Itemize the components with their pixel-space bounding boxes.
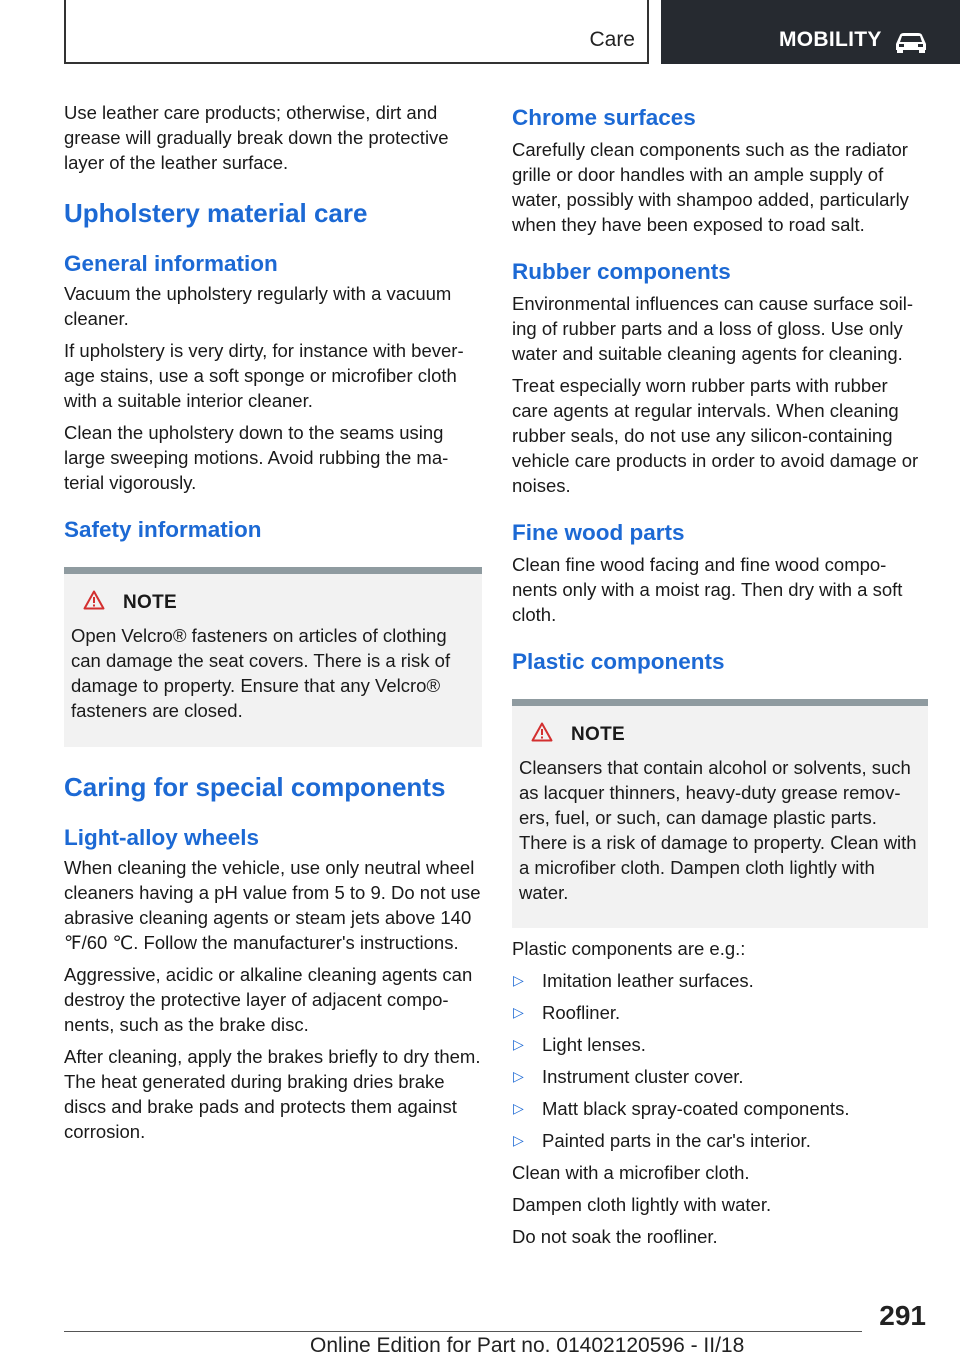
special-components-heading: Caring for special components [64,772,446,802]
rubber-p1: Environmental influences can cause surface soil- ing of rubber parts and a loss of gloss. Use only water and suitable cleaning agents for cleaning. [512,293,914,364]
plastic-after-p3: Do not soak the roofliner. [512,1226,718,1247]
list-item: ▷ Instrument cluster cover. [513,1066,744,1087]
intro-paragraph: Use leather care products; otherwise, dirt and grease will gradually break down the protective layer of the leather surface. [64,102,449,173]
plastic-after-p1: Clean with a microfiber cloth. [512,1162,750,1183]
note-header [519,722,920,747]
rubber-p2: Treat especially worn rubber parts with rubber care agents at regular intervals. When cleaning rubber seals, do not use any silicon-containing vehicle care products in order to avoid damage or noises. [512,375,919,496]
plastic-components-list [512,968,928,1153]
general-info-p1: Vacuum the upholstery regularly with a vacuum cleaner. [64,283,452,329]
list-item: ▷ Painted parts in the car's interior. [513,1130,811,1151]
triangle-bullet-icon: ▷ [513,1036,524,1052]
note-title: NOTE [571,723,625,745]
triangle-bullet-icon: ▷ [513,1004,524,1020]
left-column [64,100,482,1151]
list-item: ▷ Light lenses. [513,1034,646,1055]
general-info-p3: Clean the upholstery down to the seams using large sweeping motions. Avoid rubbing the ma- terial vigorously. [64,422,449,493]
page-number: 291 [879,1300,926,1331]
plastic-list-intro: Plastic components are e.g.: [512,938,746,959]
list-item: ▷ Imitation leather surfaces. [513,970,754,991]
wheels-heading: Light-alloy wheels [64,825,260,850]
plastic-heading: Plastic components [512,649,725,674]
chrome-p1: Carefully clean components such as the radiator grille or door handles with an ample supply of water, possibly with shampoo added, particularly when they have been exposed to road salt. [512,139,909,235]
note-box-velcro [64,567,482,747]
plastic-after-p2: Dampen cloth lightly with water. [512,1194,772,1215]
rubber-heading: Rubber components [512,259,731,284]
note-text: Open Velcro® fasteners on articles of clothing can damage the seat covers. There is a risk of damage to property. Ensure that any Velcro® fasteners are closed. [71,625,451,721]
wheels-p1: When cleaning the vehicle, use only neutral wheel cleaners having a pH value from 5 to 9. Do not use abrasive cleaning agents or steam jets above 140 ℉/60 ℃. Follow the manufacturer's instructions. [64,857,481,953]
triangle-bullet-icon: ▷ [513,1068,524,1084]
triangle-bullet-icon: ▷ [513,1100,524,1116]
triangle-bullet-icon: ▷ [513,972,524,988]
wheels-p2: Aggressive, acidic or alkaline cleaning agents can destroy the protective layer of adjacent compo- nents, such as the brake disc. [64,964,473,1035]
list-item: ▷ Roofliner. [513,1002,621,1023]
note-header [71,590,474,615]
safety-info-heading: Safety information [64,517,262,542]
car-icon [893,30,929,59]
header-chapter-title: MOBILITY [779,28,882,51]
note-text: Cleansers that contain alcohol or solvents, such as lacquer thinners, heavy-duty grease remov- ers, fuel, or such, can damage plastic parts. There is a risk of damage to property. Clean with a microfiber cloth. Dampen cloth lightly with water. [519,757,917,903]
note-box-plastic [512,699,928,928]
warning-icon [83,590,123,615]
footer-divider [64,1331,862,1332]
wheels-p3: After cleaning, apply the brakes briefly to dry them. The heat generated during braking dries brake discs and brake pads and protects them against corrosion. [64,1046,481,1142]
triangle-bullet-icon: ▷ [513,1132,524,1148]
header-section-title: Care [589,28,635,51]
right-column [512,100,928,1256]
header-chapter-box [661,0,960,64]
general-info-heading: General information [64,251,278,276]
chrome-heading: Chrome surfaces [512,105,696,130]
warning-icon [531,722,571,747]
wood-p1: Clean fine wood facing and fine wood compo- nents only with a moist rag. Then dry with a soft cloth. [512,554,903,625]
upholstery-heading: Upholstery material care [64,198,368,228]
header-section-box [64,0,649,64]
note-title: NOTE [123,591,177,613]
general-info-p2: If upholstery is very dirty, for instance with bever- age stains, use a soft sponge or microfiber cloth with a suitable interior cleaner. [64,340,464,411]
footer-edition: Online Edition for Part no. 01402120596 - II/18 [310,1334,745,1357]
wood-heading: Fine wood parts [512,520,685,545]
list-item: ▷ Matt black spray-coated components. [513,1098,850,1119]
